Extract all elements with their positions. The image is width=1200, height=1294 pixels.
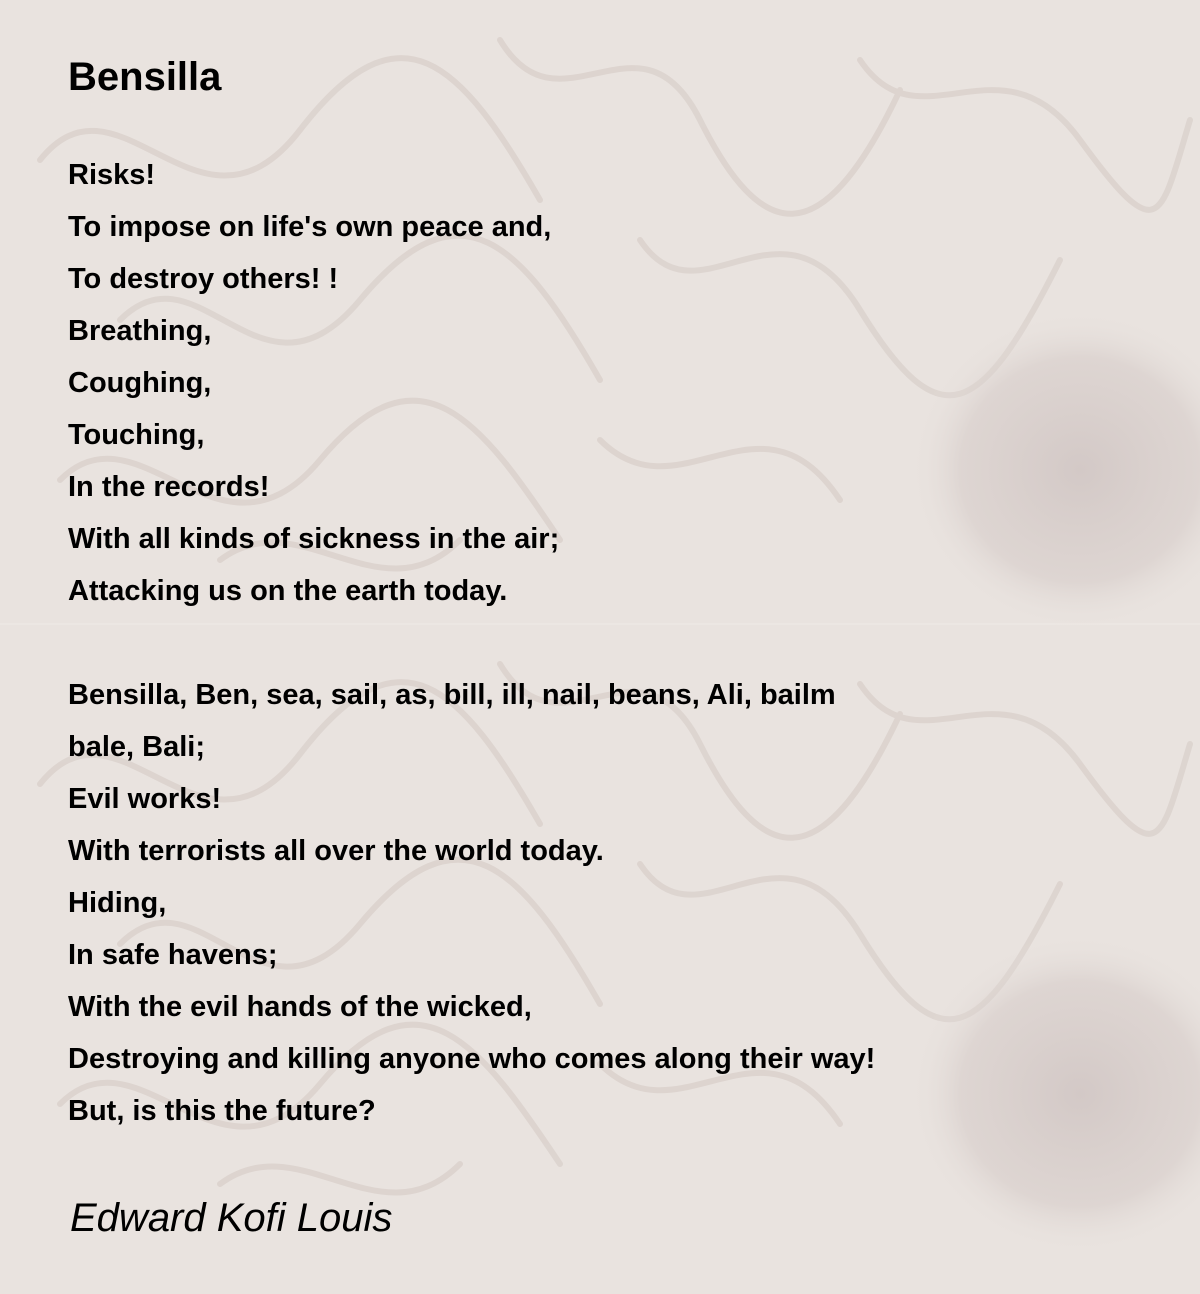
poem-title: Bensilla — [68, 55, 222, 99]
poem-line: Destroying and killing anyone who comes along their way! — [68, 1043, 876, 1075]
poem-line: Touching, — [68, 419, 205, 451]
poem-stanza — [68, 149, 559, 617]
poem-line: With terrorists all over the world today. — [68, 835, 604, 867]
poem-line: But, is this the future? — [68, 1095, 376, 1127]
poem-author: Edward Kofi Louis — [70, 1196, 393, 1240]
poem-line: Coughing, — [68, 367, 212, 399]
poem-line: To destroy others! ! — [68, 263, 339, 295]
poem-line: bale, Bali; — [68, 731, 205, 763]
poem-line: Breathing, — [68, 315, 212, 347]
poem-line: With the evil hands of the wicked, — [68, 991, 532, 1023]
poem-line: Hiding, — [68, 887, 167, 919]
poem-line: With all kinds of sickness in the air; — [68, 523, 560, 555]
poem-line: In safe havens; — [68, 939, 278, 971]
poem-line: Risks! — [68, 159, 156, 191]
poem-line: To impose on life's own peace and, — [68, 211, 552, 243]
poem-line: Attacking us on the earth today. — [68, 575, 508, 607]
poem-stanza — [68, 669, 875, 1137]
poem-line: Bensilla, Ben, sea, sail, as, bill, ill, nail, beans, Ali, bailm — [68, 679, 836, 711]
poem-line: Evil works! — [68, 783, 222, 815]
poem-line: In the records! — [68, 471, 270, 503]
